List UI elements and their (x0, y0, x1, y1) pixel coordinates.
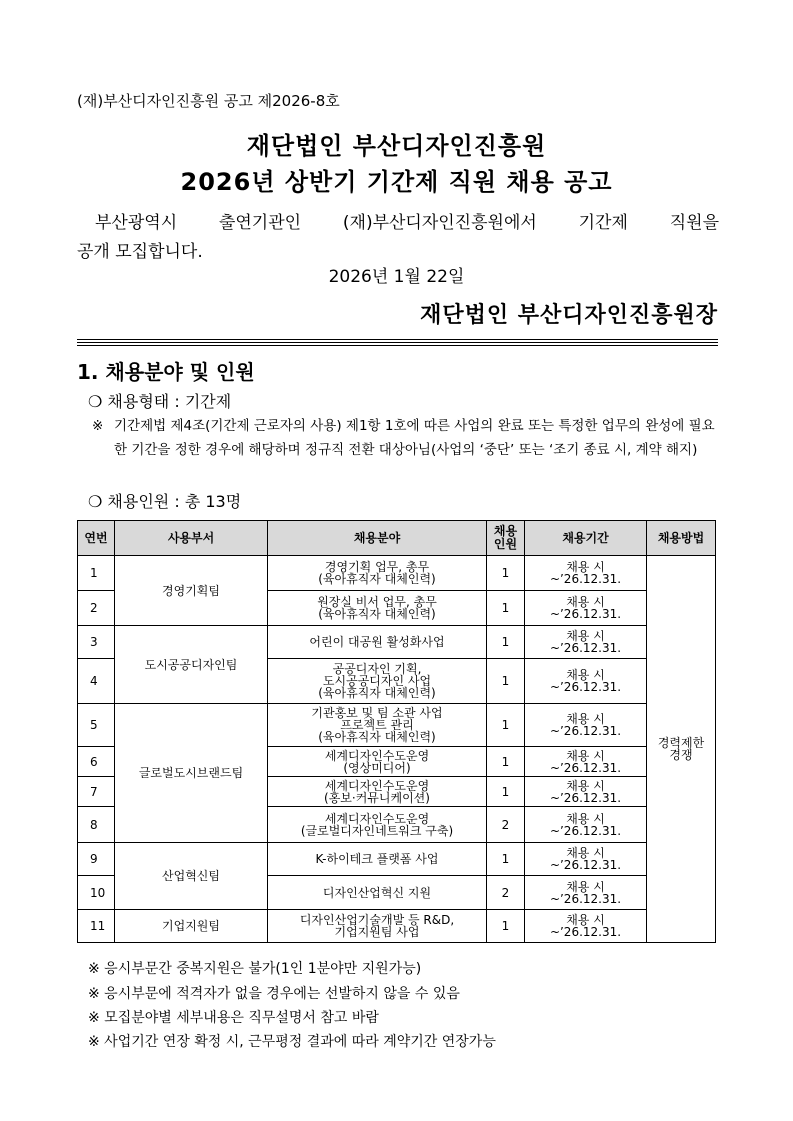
row-no: 11 (78, 910, 115, 943)
row-no: 3 (78, 626, 115, 659)
header-field: 채용분야 (268, 521, 487, 556)
header-no: 연번 (78, 521, 115, 556)
row-field: 어린이 대공원 활성화사업 (268, 626, 487, 659)
divider-rule (77, 342, 718, 343)
row-dept: 경영기획팀 (115, 556, 268, 626)
row-dept: 기업지원팀 (115, 910, 268, 943)
signature-line: 재단법인 부산디자인진흥원장 (420, 303, 718, 328)
row-count: 1 (487, 556, 525, 591)
headcount-bullet: ❍ 채용인원 : 총 13명 (88, 492, 242, 511)
row-field: 공공디자인 기획, 도시공공디자인 사업 (육아휴직자 대체인력) (268, 659, 487, 704)
table-row (78, 843, 716, 876)
row-period: 채용 시 ~’26.12.31. (525, 747, 647, 777)
row-period: 채용 시 ~’26.12.31. (525, 843, 647, 876)
row-method: 경력제한 경쟁 (647, 556, 716, 943)
row-count: 1 (487, 659, 525, 704)
table-header-row (78, 521, 716, 556)
row-no: 10 (78, 876, 115, 910)
divider-rule (77, 339, 718, 340)
row-field: 세계디자인수도운영 (영상미디어) (268, 747, 487, 777)
row-field: 경영기획 업무, 총무 (육아휴직자 대체인력) (268, 556, 487, 591)
header-dept: 사용부서 (115, 521, 268, 556)
row-dept: 산업혁신팀 (115, 843, 268, 910)
row-field: K-하이테크 플랫폼 사업 (268, 843, 487, 876)
intro-paragraph-line1: 부산광역시 출연기관인 (재)부산디자인진흥원에서 기간제 직원을 (95, 213, 719, 233)
row-field: 원장실 비서 업무, 총무 (육아휴직자 대체인력) (268, 591, 487, 626)
row-count: 2 (487, 876, 525, 910)
row-dept: 도시공공디자인팀 (115, 626, 268, 704)
row-period: 채용 시 ~’26.12.31. (525, 807, 647, 843)
row-count: 1 (487, 910, 525, 943)
row-no: 9 (78, 843, 115, 876)
row-period: 채용 시 ~’26.12.31. (525, 876, 647, 910)
row-period: 채용 시 ~’26.12.31. (525, 659, 647, 704)
header-method: 채용방법 (647, 521, 716, 556)
header-count: 채용 인원 (487, 521, 525, 556)
intro-paragraph-line2: 공개 모집합니다. (77, 242, 203, 262)
row-count: 1 (487, 843, 525, 876)
row-period: 채용 시 ~’26.12.31. (525, 777, 647, 807)
row-no: 5 (78, 704, 115, 747)
bottom-note: ※ 사업기간 연장 확정 시, 근무평정 결과에 따라 계약기간 연장가능 (88, 1034, 496, 1050)
bottom-note: ※ 응시부문에 적격자가 없을 경우에는 선발하지 않을 수 있음 (88, 986, 460, 1002)
bottom-note: ※ 모집분야별 세부내용은 직무설명서 참고 바람 (88, 1010, 379, 1026)
document-title-line2: 2026년 상반기 기간제 직원 채용 공고 (180, 168, 613, 196)
row-count: 1 (487, 777, 525, 807)
employment-type-bullet: ❍ 채용형태 : 기간제 (88, 392, 232, 411)
row-field: 세계디자인수도운영 (홍보·커뮤니케이션) (268, 777, 487, 807)
note-mark: ※ (92, 418, 104, 434)
bottom-note: ※ 응시부문간 중복지원은 불가(1인 1분야만 지원가능) (88, 961, 422, 977)
note-text: 기간제법 제4조(기간제 근로자의 사용) 제1항 1호에 따른 사업의 완료 또는 특정한 업무의 완성에 필요한 기간을 정한 경우에 해당하며 정규직 전환 대상아님(사업의 ‘중단’ 또는 ‘조기 종료 시, 계약 해지) (114, 418, 715, 458)
row-count: 1 (487, 704, 525, 747)
row-no: 2 (78, 591, 115, 626)
row-no: 8 (78, 807, 115, 843)
row-count: 1 (487, 747, 525, 777)
row-field: 기관홍보 및 팀 소관 사업 프로젝트 관리 (육아휴직자 대체인력) (268, 704, 487, 747)
row-count: 1 (487, 626, 525, 659)
row-period: 채용 시 ~’26.12.31. (525, 704, 647, 747)
row-period: 채용 시 ~’26.12.31. (525, 591, 647, 626)
row-period: 채용 시 ~’26.12.31. (525, 556, 647, 591)
fixed-term-note (92, 414, 722, 462)
row-count: 2 (487, 807, 525, 843)
row-field: 디자인산업혁신 지원 (268, 876, 487, 910)
row-period: 채용 시 ~’26.12.31. (525, 626, 647, 659)
row-no: 1 (78, 556, 115, 591)
row-no: 6 (78, 747, 115, 777)
table-row (78, 704, 716, 747)
divider-rule (77, 345, 718, 346)
table-row (78, 556, 716, 591)
recruitment-table (77, 520, 716, 943)
document-title-line1: 재단법인 부산디자인진흥원 (246, 132, 547, 160)
row-count: 1 (487, 591, 525, 626)
row-field: 디자인산업기술개발 등 R&D, 기업지원팀 사업 (268, 910, 487, 943)
header-period: 채용기간 (525, 521, 647, 556)
table-row (78, 910, 716, 943)
row-no: 4 (78, 659, 115, 704)
row-dept: 글로벌도시브랜드팀 (115, 704, 268, 843)
row-no: 7 (78, 777, 115, 807)
notice-date: 2026년 1월 22일 (328, 267, 465, 287)
notice-number: (재)부산디자인진흥원 공고 제2026-8호 (77, 92, 340, 110)
section-heading: 1. 채용분야 및 인원 (77, 360, 255, 384)
row-period: 채용 시 ~’26.12.31. (525, 910, 647, 943)
table-row (78, 626, 716, 659)
row-field: 세계디자인수도운영 (글로벌디자인네트워크 구축) (268, 807, 487, 843)
